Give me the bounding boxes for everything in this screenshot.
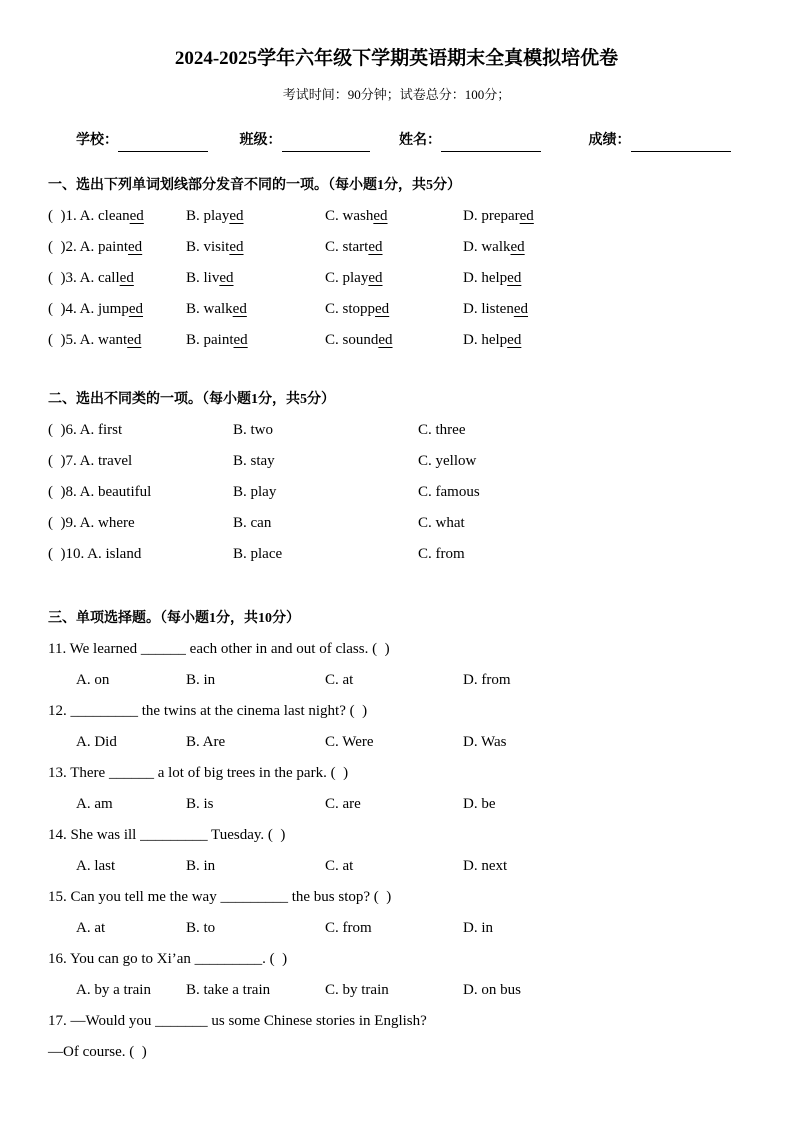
option-d: D. Was bbox=[463, 734, 507, 750]
name-label: 姓名： bbox=[399, 133, 441, 148]
option-c-underlined-ed: ed bbox=[378, 332, 393, 348]
question-row-10 bbox=[48, 539, 745, 570]
question-row-6 bbox=[48, 415, 745, 446]
question-15-options bbox=[48, 913, 745, 944]
option-b: B. is bbox=[186, 796, 214, 812]
option-d-underlined-ed: ed bbox=[507, 332, 522, 348]
class-blank bbox=[282, 136, 370, 152]
option-b-underlined-ed: ed bbox=[219, 270, 234, 286]
option-a: A. last bbox=[76, 858, 116, 874]
option-b bbox=[186, 201, 325, 232]
question-14-stem: 14. She was ill _________ Tuesday. ( ) bbox=[48, 827, 286, 843]
question-13-stem: 13. There ______ a lot of big trees in the park. ( ) bbox=[48, 765, 349, 781]
option-a: A. at bbox=[76, 920, 106, 936]
name-blank bbox=[441, 136, 541, 152]
question-16-stem: 16. You can go to Xi’an _________. ( ) bbox=[48, 951, 288, 967]
option-a bbox=[48, 263, 186, 294]
option-a-underlined-ed: ed bbox=[128, 301, 144, 317]
option-c bbox=[325, 201, 463, 232]
question-row-5 bbox=[48, 325, 745, 356]
option-b: B. Are bbox=[186, 734, 226, 750]
option-b: B. in bbox=[186, 672, 216, 688]
option-a: A. Did bbox=[76, 734, 117, 750]
option-d-text: D. listen bbox=[463, 301, 514, 317]
option-c: C. are bbox=[325, 796, 361, 812]
option-c: C. famous bbox=[418, 484, 480, 500]
school-label: 学校： bbox=[76, 133, 118, 148]
option-d: D. on bus bbox=[463, 982, 521, 998]
option-c bbox=[325, 294, 463, 325]
option-b-text: B. play bbox=[186, 208, 230, 224]
option-b bbox=[186, 232, 325, 263]
option-b: B. to bbox=[186, 920, 216, 936]
option-c-text: C. start bbox=[325, 239, 369, 255]
option-d bbox=[463, 294, 745, 325]
option-b: B. take a train bbox=[186, 982, 271, 998]
option-a-underlined-ed: ed bbox=[119, 270, 134, 286]
question-12-stem: 12. _________ the twins at the cinema last night? ( ) bbox=[48, 703, 368, 719]
paper-subtitle: 考试时间：90分钟；试卷总分：100分； bbox=[282, 87, 511, 102]
option-b bbox=[186, 263, 325, 294]
option-c-text: C. play bbox=[325, 270, 369, 286]
question-17-answer-line: —Of course. ( ) bbox=[48, 1044, 147, 1060]
option-a-underlined-ed: ed bbox=[128, 239, 143, 255]
question-row-3 bbox=[48, 263, 745, 294]
option-b: B. place bbox=[233, 546, 283, 562]
option-b-text: B. paint bbox=[186, 332, 234, 348]
option-a-text: ( )2. A. paint bbox=[48, 239, 128, 255]
option-a bbox=[48, 294, 186, 325]
option-a bbox=[48, 232, 186, 263]
option-c bbox=[325, 325, 463, 356]
option-b-text: B. liv bbox=[186, 270, 220, 286]
student-info-row bbox=[48, 130, 745, 152]
option-a-text: ( )1. A. clean bbox=[48, 208, 130, 224]
option-c-underlined-ed: ed bbox=[373, 208, 388, 224]
option-a: ( )7. A. travel bbox=[48, 453, 133, 469]
option-c-text: C. stopp bbox=[325, 301, 376, 317]
option-c: C. from bbox=[325, 920, 372, 936]
option-c-text: C. wash bbox=[325, 208, 374, 224]
option-b-underlined-ed: ed bbox=[229, 239, 244, 255]
option-c-text: C. sound bbox=[325, 332, 379, 348]
option-b-text: B. walk bbox=[186, 301, 233, 317]
question-row-8 bbox=[48, 477, 745, 508]
option-d bbox=[463, 232, 745, 263]
option-a-text: ( )5. A. want bbox=[48, 332, 128, 348]
option-a: A. on bbox=[76, 672, 110, 688]
option-d-underlined-ed: ed bbox=[507, 270, 522, 286]
option-a: ( )9. A. where bbox=[48, 515, 135, 531]
paper-title: 2024-2025学年六年级下学期英语期末全真模拟培优卷 bbox=[174, 48, 619, 69]
question-row-9 bbox=[48, 508, 745, 539]
option-d: D. next bbox=[463, 858, 508, 874]
option-a: ( )10. A. island bbox=[48, 546, 142, 562]
question-12-options bbox=[48, 727, 745, 758]
option-b-underlined-ed: ed bbox=[229, 208, 244, 224]
question-16-options bbox=[48, 975, 745, 1006]
option-b-text: B. visit bbox=[186, 239, 230, 255]
question-13-options bbox=[48, 789, 745, 820]
option-c-underlined-ed: ed bbox=[368, 270, 383, 286]
question-15-stem: 15. Can you tell me the way _________ the bus stop? ( ) bbox=[48, 889, 392, 905]
option-a-underlined-ed: ed bbox=[129, 208, 144, 224]
option-b: B. play bbox=[233, 484, 277, 500]
option-c: C. yellow bbox=[418, 453, 477, 469]
question-17-stem: 17. —Would you _______ us some Chinese stories in English? bbox=[48, 1013, 427, 1029]
option-c-underlined-ed: ed bbox=[368, 239, 383, 255]
question-row-4 bbox=[48, 294, 745, 325]
option-b: B. stay bbox=[233, 453, 275, 469]
score-label: 成绩： bbox=[588, 133, 631, 148]
option-a: ( )8. A. beautiful bbox=[48, 484, 152, 500]
option-c: C. what bbox=[418, 515, 465, 531]
option-d: D. be bbox=[463, 796, 496, 812]
class-label: 班级： bbox=[239, 133, 282, 148]
option-b: B. two bbox=[233, 422, 274, 438]
option-d: D. from bbox=[463, 672, 511, 688]
option-a bbox=[48, 201, 186, 232]
option-b-underlined-ed: ed bbox=[233, 332, 248, 348]
question-row-2 bbox=[48, 232, 745, 263]
option-d-text: D. walk bbox=[463, 239, 511, 255]
option-d-underlined-ed: ed bbox=[519, 208, 534, 224]
option-c: C. by train bbox=[325, 982, 389, 998]
score-blank bbox=[631, 136, 731, 152]
option-a bbox=[48, 325, 186, 356]
option-d-text: D. help bbox=[463, 270, 508, 286]
question-11-stem: 11. We learned ______ each other in and out of class. ( ) bbox=[48, 641, 390, 657]
option-c: C. at bbox=[325, 672, 354, 688]
option-b bbox=[186, 294, 325, 325]
option-d bbox=[463, 263, 745, 294]
question-row-7 bbox=[48, 446, 745, 477]
option-d bbox=[463, 201, 745, 232]
option-a: A. by a train bbox=[76, 982, 151, 998]
option-d-text: D. prepar bbox=[463, 208, 520, 224]
option-a-text: ( )3. A. call bbox=[48, 270, 120, 286]
option-d-underlined-ed: ed bbox=[510, 239, 525, 255]
school-blank bbox=[118, 136, 208, 152]
option-d: D. in bbox=[463, 920, 493, 936]
option-c-underlined-ed: ed bbox=[375, 301, 390, 317]
option-c: C. three bbox=[418, 422, 466, 438]
option-c: C. at bbox=[325, 858, 354, 874]
section3-heading: 三、单项选择题。（每小题1分，共10分） bbox=[48, 611, 300, 626]
section1-heading: 一、选出下列单词划线部分发音不同的一项。（每小题1分，共5分） bbox=[48, 178, 461, 193]
option-b: B. can bbox=[233, 515, 272, 531]
option-a: A. am bbox=[76, 796, 113, 812]
option-b bbox=[186, 325, 325, 356]
option-b-underlined-ed: ed bbox=[232, 301, 247, 317]
option-a: ( )6. A. first bbox=[48, 422, 123, 438]
option-a-underlined-ed: ed bbox=[127, 332, 142, 348]
question-14-options bbox=[48, 851, 745, 882]
option-c: C. from bbox=[418, 546, 465, 562]
option-d-underlined-ed: ed bbox=[513, 301, 529, 317]
option-a-text: ( )4. A. jump bbox=[48, 301, 129, 317]
option-c: C. Were bbox=[325, 734, 374, 750]
option-c bbox=[325, 232, 463, 263]
option-c bbox=[325, 263, 463, 294]
option-b: B. in bbox=[186, 858, 216, 874]
question-row-1 bbox=[48, 201, 745, 232]
section2-heading: 二、选出不同类的一项。（每小题1分，共5分） bbox=[48, 392, 335, 407]
question-11-options bbox=[48, 665, 745, 696]
option-d-text: D. help bbox=[463, 332, 508, 348]
option-d bbox=[463, 325, 745, 356]
